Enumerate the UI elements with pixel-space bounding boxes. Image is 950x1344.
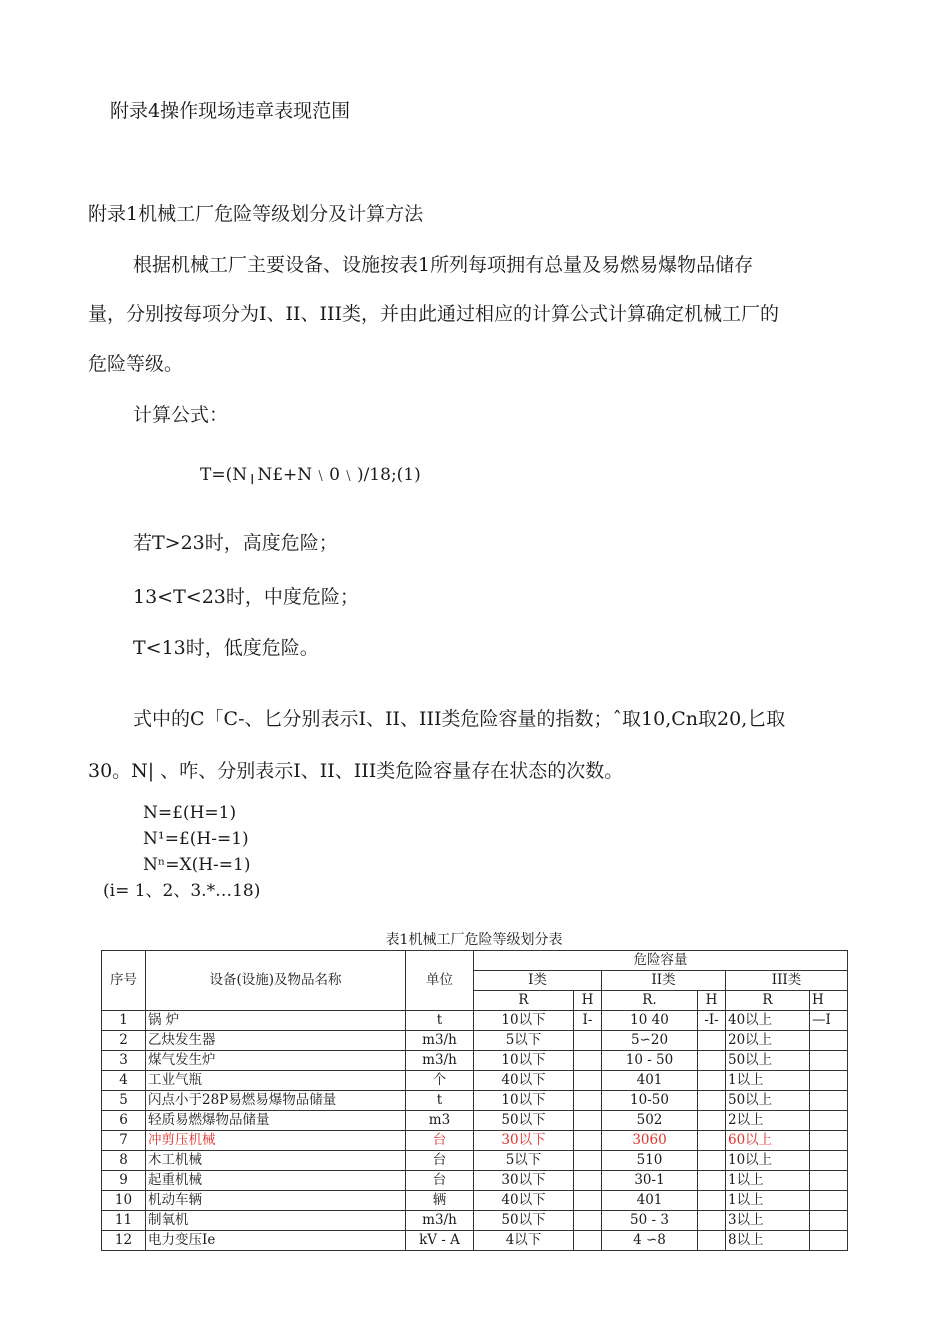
table-row	[102, 1091, 848, 1111]
row-class2-h	[698, 1071, 726, 1091]
row-class2-h	[698, 1091, 726, 1111]
row-class3-h	[810, 1171, 848, 1191]
row-name: 制氧机	[146, 1211, 406, 1231]
row-class1-h	[574, 1231, 602, 1251]
row-seq: 6	[102, 1111, 146, 1131]
sum-equation-2: N¹=£(H-=1)	[143, 829, 249, 849]
row-class1-range: 30以下	[474, 1131, 574, 1151]
header-seq: 序号	[102, 951, 146, 1011]
row-class3-h	[810, 1131, 848, 1151]
row-unit: kV - A	[406, 1231, 474, 1251]
row-class1-h: I-	[574, 1011, 602, 1031]
table-row	[102, 1111, 848, 1131]
row-class3-h	[810, 1051, 848, 1071]
row-unit: m3	[406, 1111, 474, 1131]
row-class2-range: 502	[602, 1111, 698, 1131]
table-row	[102, 1011, 848, 1031]
row-class2-h	[698, 1211, 726, 1231]
row-class1-range: 4以下	[474, 1231, 574, 1251]
row-name: 机动车辆	[146, 1191, 406, 1211]
row-class3-range: 60以上	[726, 1131, 810, 1151]
row-name: 冲剪压机械	[146, 1131, 406, 1151]
row-class3-h	[810, 1091, 848, 1111]
row-seq: 7	[102, 1131, 146, 1151]
row-unit: 个	[406, 1071, 474, 1091]
row-class1-h	[574, 1151, 602, 1171]
row-class1-h	[574, 1031, 602, 1051]
row-seq: 5	[102, 1091, 146, 1111]
row-class1-range: 40以下	[474, 1191, 574, 1211]
row-class2-h	[698, 1191, 726, 1211]
row-class1-h	[574, 1111, 602, 1131]
row-seq: 1	[102, 1011, 146, 1031]
row-name: 起重机械	[146, 1171, 406, 1191]
row-seq: 9	[102, 1171, 146, 1191]
row-class2-range: 401	[602, 1071, 698, 1091]
row-class3-range: 20以上	[726, 1031, 810, 1051]
table-row	[102, 1031, 848, 1051]
row-name: 工业气瓶	[146, 1071, 406, 1091]
condition-mid: 13<T<23时，中度危险；	[133, 586, 359, 608]
row-class3-h	[810, 1211, 848, 1231]
row-class2-h	[698, 1051, 726, 1071]
row-class3-range: 40以上	[726, 1011, 810, 1031]
row-name: 闪点小于28P易燃易爆物品储量	[146, 1091, 406, 1111]
header-r-2: R.	[602, 991, 698, 1011]
row-class1-h	[574, 1091, 602, 1111]
table-row	[102, 1151, 848, 1171]
row-class1-range: 5以下	[474, 1031, 574, 1051]
row-name: 木工机械	[146, 1151, 406, 1171]
row-class2-h	[698, 1151, 726, 1171]
header-h-3: H	[810, 991, 848, 1011]
row-class2-h: -I-	[698, 1011, 726, 1031]
row-seq: 11	[102, 1211, 146, 1231]
row-class3-h	[810, 1191, 848, 1211]
row-unit: m3/h	[406, 1031, 474, 1051]
row-seq: 4	[102, 1071, 146, 1091]
condition-high: 若T>23时，高度危险；	[133, 532, 338, 554]
row-class1-range: 50以下	[474, 1211, 574, 1231]
row-class2-range: 4 ∽8	[602, 1231, 698, 1251]
header-unit: 单位	[406, 951, 474, 1011]
header-r-3: R	[726, 991, 810, 1011]
row-class1-range: 40以下	[474, 1071, 574, 1091]
table-row	[102, 1071, 848, 1091]
row-class1-h	[574, 1191, 602, 1211]
row-name: 锅 炉	[146, 1011, 406, 1031]
row-class2-range: 50 - 3	[602, 1211, 698, 1231]
row-class2-h	[698, 1171, 726, 1191]
row-unit: 台	[406, 1131, 474, 1151]
row-class1-range: 10以下	[474, 1011, 574, 1031]
hazard-table	[101, 950, 848, 1251]
condition-low: T<13时，低度危险。	[133, 637, 319, 659]
row-unit: 台	[406, 1151, 474, 1171]
formula: T=(N╷N£+N﹨0﹨)/18;(1)	[200, 465, 421, 485]
row-class3-range: 50以上	[726, 1091, 810, 1111]
row-class3-h	[810, 1151, 848, 1171]
row-class2-h	[698, 1231, 726, 1251]
row-class2-range: 5∽20	[602, 1031, 698, 1051]
row-name: 乙炔发生器	[146, 1031, 406, 1051]
row-class3-h	[810, 1111, 848, 1131]
explain-line-1: 式中的C「C-、匕分别表示I、II、III类危险容量的指数；ˆ取10,Cn取20,匕取	[133, 708, 786, 730]
header-capacity: 危险容量	[474, 951, 848, 971]
row-class1-range: 30以下	[474, 1171, 574, 1191]
row-class1-range: 5以下	[474, 1151, 574, 1171]
row-class2-range: 10 - 50	[602, 1051, 698, 1071]
table-row	[102, 1191, 848, 1211]
row-class3-range: 50以上	[726, 1051, 810, 1071]
table-row	[102, 1171, 848, 1191]
intro-line-3: 危险等级。	[88, 353, 184, 375]
header-class-1: I类	[474, 971, 602, 991]
appendix4-heading: 附录4操作现场违章表现范围	[110, 100, 351, 122]
row-unit: 辆	[406, 1191, 474, 1211]
table-row	[102, 1051, 848, 1071]
formula-label: 计算公式：	[133, 404, 229, 426]
row-class1-h	[574, 1051, 602, 1071]
row-class1-h	[574, 1071, 602, 1091]
row-class2-h	[698, 1111, 726, 1131]
row-seq: 2	[102, 1031, 146, 1051]
row-class3-h: —I	[810, 1011, 848, 1031]
row-name: 煤气发生炉	[146, 1051, 406, 1071]
intro-line-2: 量，分别按每项分为I、II、III类，并由此通过相应的计算公式计算确定机械工厂的	[88, 303, 780, 325]
row-class3-range: 1以上	[726, 1171, 810, 1191]
row-class3-h	[810, 1071, 848, 1091]
header-name: 设备(设施)及物品名称	[146, 951, 406, 1011]
row-class1-h	[574, 1131, 602, 1151]
sum-equation-1: N=£(H=1)	[143, 803, 237, 823]
sum-range: (i= 1、2、3.*…18)	[103, 881, 261, 901]
row-class3-range: 10以上	[726, 1151, 810, 1171]
row-class3-range: 1以上	[726, 1071, 810, 1091]
row-seq: 10	[102, 1191, 146, 1211]
row-class3-range: 2以上	[726, 1111, 810, 1131]
header-class-3: III类	[726, 971, 848, 991]
row-seq: 12	[102, 1231, 146, 1251]
row-class2-h	[698, 1031, 726, 1051]
row-unit: m3/h	[406, 1051, 474, 1071]
row-class1-range: 10以下	[474, 1091, 574, 1111]
row-class3-h	[810, 1031, 848, 1051]
row-class1-range: 50以下	[474, 1111, 574, 1131]
row-class1-h	[574, 1171, 602, 1191]
sum-equation-3: Nⁿ=X(H-=1)	[143, 855, 251, 875]
row-class2-range: 10-50	[602, 1091, 698, 1111]
header-r-1: R	[474, 991, 574, 1011]
intro-line-1: 根据机械工厂主要设备、设施按表1所列每项拥有总量及易燃易爆物品储存	[133, 254, 754, 276]
row-class2-range: 30-1	[602, 1171, 698, 1191]
table-row	[102, 1231, 848, 1251]
row-name: 电力变压Ie	[146, 1231, 406, 1251]
row-class3-range: 8以上	[726, 1231, 810, 1251]
row-class3-range: 3以上	[726, 1211, 810, 1231]
row-class3-range: 1以上	[726, 1191, 810, 1211]
row-class1-range: 10以下	[474, 1051, 574, 1071]
table-caption: 表1机械工厂危险等级划分表	[385, 932, 563, 948]
header-h-2: H	[698, 991, 726, 1011]
row-class2-range: 401	[602, 1191, 698, 1211]
table-row	[102, 1131, 848, 1151]
row-unit: m3/h	[406, 1211, 474, 1231]
row-seq: 3	[102, 1051, 146, 1071]
row-class3-h	[810, 1231, 848, 1251]
row-class1-h	[574, 1211, 602, 1231]
row-class2-range: 510	[602, 1151, 698, 1171]
row-class2-range: 10 40	[602, 1011, 698, 1031]
explain-line-2: 30。N| 、咋、分别表示I、II、III类危险容量存在状态的次数。	[88, 760, 624, 782]
row-class2-h	[698, 1131, 726, 1151]
row-unit: 台	[406, 1171, 474, 1191]
header-h-1: H	[574, 991, 602, 1011]
row-unit: t	[406, 1011, 474, 1031]
appendix1-heading: 附录1机械工厂危险等级划分及计算方法	[88, 203, 424, 225]
row-seq: 8	[102, 1151, 146, 1171]
row-class2-range: 3060	[602, 1131, 698, 1151]
row-name: 轻质易燃爆物品储量	[146, 1111, 406, 1131]
row-unit: t	[406, 1091, 474, 1111]
table-row	[102, 1211, 848, 1231]
header-class-2: II类	[602, 971, 726, 991]
